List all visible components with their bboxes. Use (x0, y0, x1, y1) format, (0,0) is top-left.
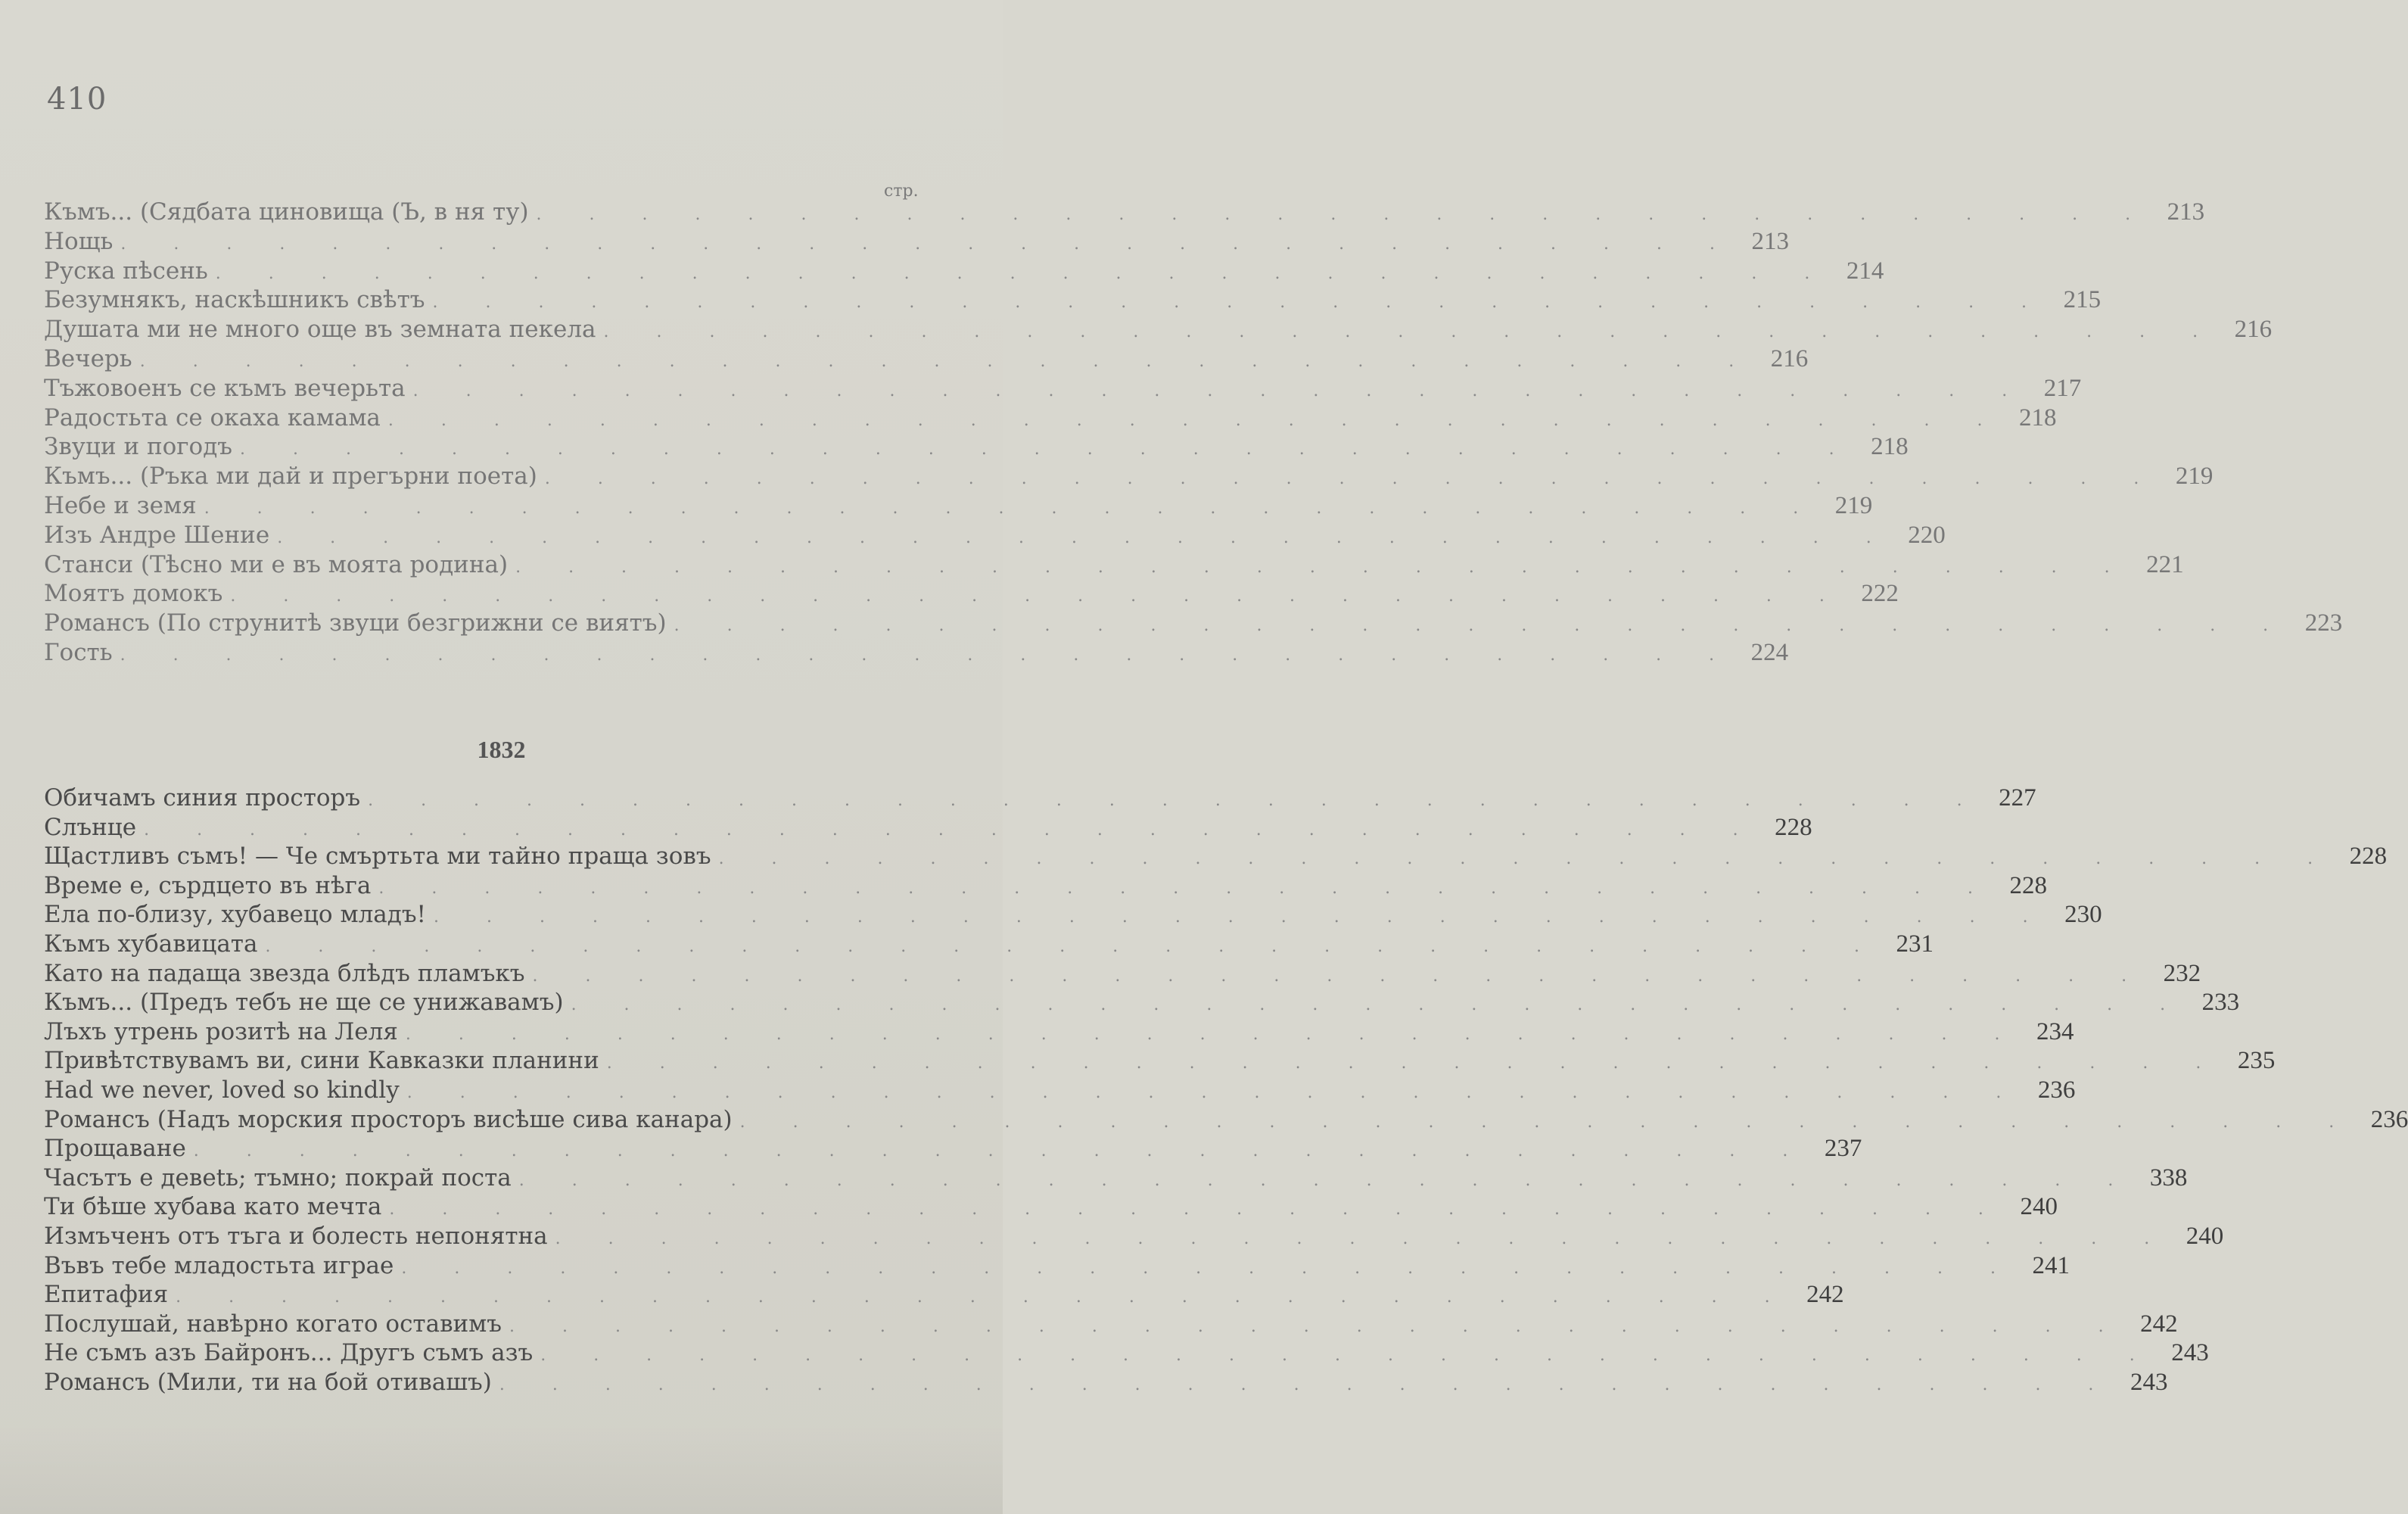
toc-entry-title: Време е, сърдцето въ нѣга (44, 871, 372, 899)
toc-entry-page: 234 (2036, 1017, 2074, 1045)
toc-entry (44, 609, 2343, 639)
toc-entry-title: Романсъ (По струнитѣ звуци безгрижни се виятъ) (44, 609, 667, 637)
toc-entry-page: 228 (2349, 843, 2388, 871)
toc-entry (44, 1368, 2168, 1398)
toc-entry (44, 1281, 1844, 1310)
toc-entry (44, 1135, 1862, 1164)
toc-entry-page: 240 (2186, 1222, 2224, 1250)
toc-entry-title: Прощаване (44, 1135, 186, 1163)
toc-leader-dots: . . . . . . . . . . . . . . . . . . . . . . . . . . . . . . . (544, 469, 2161, 489)
toc-entry-title: Епитафия (44, 1281, 169, 1309)
toc-entry-page: 221 (2146, 550, 2184, 578)
toc-entry-title: Станси (Тѣсно ми е въ моята родина) (44, 550, 509, 578)
toc-entry-title: Ела по-близу, хубавецо младъ! (44, 901, 427, 929)
toc-leader-dots: . . . . . . . . . . . . . . . . . . . . . . . . . . . . . . . (606, 1054, 2223, 1073)
toc-entry-title: Руска пѣсень (44, 257, 208, 285)
toc-leader-dots: . . . . . . . . . . . . . . . . . . . . . . . . . . . . . . . (120, 645, 1736, 665)
toc-entry (44, 374, 2082, 404)
toc-entry (44, 550, 2184, 581)
toc-entry-title: Часътъ е девеtь; тъмно; покрай поста (44, 1164, 512, 1192)
toc-entry-title: Слънце (44, 813, 137, 841)
toc-leader-dots: . . . . . . . . . . . . . . . . . . . . . . . . . . . . . . . (499, 1375, 2115, 1394)
toc-entry-page: 216 (2234, 316, 2273, 344)
toc-entry-page: 338 (2149, 1164, 2188, 1192)
toc-entry-page: 218 (2019, 403, 2057, 431)
toc-leader-dots: . . . . . . . . . . . . . . . . . . . . . . . . . . . . . . . (144, 820, 1759, 840)
toc-entry (44, 316, 2273, 345)
toc-entry-page: 227 (1999, 784, 2036, 812)
toc-entry (44, 580, 1899, 609)
toc-entry-page: 242 (2140, 1310, 2178, 1338)
toc-leader-dots: . . . . . . . . . . . . . . . . . . . . . . . . . . . . . . . (515, 557, 2131, 577)
toc-leader-dots: . . . . . . . . . . . . . . . . . . . . . . . . . . . . . . . (603, 322, 2220, 342)
toc-entry-page: 219 (2175, 463, 2214, 491)
toc-leader-dots: . . . . . . . . . . . . . . . . . . . . . . . . . . . . . . . (378, 878, 1995, 898)
toc-entry (44, 433, 1909, 463)
toc-entry (44, 989, 2240, 1018)
toc-entry (44, 1222, 2224, 1252)
toc-entry (44, 403, 2057, 434)
toc-leader-dots: . . . . . . . . . . . . . . . . . . . . . . . . . . . . . . . (389, 1200, 2005, 1220)
toc-entry (44, 1251, 2070, 1282)
toc-leader-dots: . . . . . . . . . . . . . . . . . . . . . . . . . . . . . . . (204, 498, 1820, 518)
toc-leader-dots: . . . . . . . . . . . . . . . . . . . . . . . . . . . . . . . (674, 616, 2290, 636)
toc-entry-page: 242 (1806, 1281, 1844, 1309)
toc-entry-page: 233 (2201, 989, 2240, 1017)
toc-entry-page: 219 (1834, 491, 1873, 519)
toc-entry-page: 243 (2130, 1368, 2168, 1396)
toc-entry-title: Душата ми не много още въ земната пекела (44, 316, 596, 344)
toc-leader-dots: . . . . . . . . . . . . . . . . . . . . . . . . . . . . . . . (387, 410, 2004, 430)
toc-entry-page: 236 (2037, 1076, 2076, 1104)
toc-entry-title: Не съмъ азъ Байронъ... Другъ съмъ азъ (44, 1339, 534, 1367)
toc-entry-title: Радостьта се окаха камама (44, 403, 381, 431)
toc-entry-title: Had we never, loved so kindly (44, 1076, 400, 1104)
toc-entry (44, 1193, 2058, 1223)
toc-leader-dots: . . . . . . . . . . . . . . . . . . . . . . . . . . . . . . . (571, 995, 2187, 1015)
toc-entry-page: 222 (1861, 580, 1899, 608)
toc-leader-dots: . . . . . . . . . . . . . . . . . . . . . . . . . . . . . . . (406, 1083, 2023, 1102)
toc-entry-page: 230 (2064, 901, 2102, 929)
toc-entry-page: 217 (2043, 374, 2082, 402)
toc-leader-dots: . . . . . . . . . . . . . . . . . . . . . . . . . . . . . . . (120, 234, 1736, 254)
toc-entry-title: Небе и земя (44, 491, 197, 519)
toc-entry-page: 232 (2163, 959, 2201, 987)
toc-leader-dots: . . . . . . . . . . . . . . . . . . . . . . . . . . . . . . . (518, 1170, 2135, 1190)
page-number: 410 (47, 82, 107, 117)
toc-entry-page: 235 (2237, 1047, 2276, 1075)
toc-entry (44, 871, 2048, 902)
toc-leader-dots: . . . . . . . . . . . . . . . . . . . . . . . . . . . . . . . (536, 205, 2152, 224)
toc-entry-title: Къмъ... (Предъ тебъ не ще се унижавамъ) (44, 989, 564, 1017)
toc-entry-title: Послушай, навѣрно когато оставимъ (44, 1310, 502, 1338)
toc-leader-dots: . . . . . . . . . . . . . . . . . . . . . . . . . . . . . . . (401, 1258, 2017, 1278)
toc-entry-title: Безумнякъ, наскѣшникъ свѣтъ (44, 286, 425, 314)
toc-entry-title: Романсъ (Надъ морския просторъ висѣше сива канара) (44, 1105, 733, 1133)
toc-leader-dots: . . . . . . . . . . . . . . . . . . . . . . . . . . . . . . . (368, 791, 1983, 810)
toc-entry-title: Тъжовоенъ се къмъ вечерьта (44, 374, 406, 402)
toc-entry (44, 491, 1873, 522)
toc-entry (44, 1339, 2209, 1369)
toc-entry (44, 286, 2102, 316)
toc-entry-title: Гость (44, 638, 113, 666)
toc-entry-title: Въвъ тебе младостьта играе (44, 1251, 394, 1279)
toc-entry-title: Звуци и погодъ (44, 433, 233, 461)
toc-leader-dots: . . . . . . . . . . . . . . . . . . . . . . . . . . . . . . . (739, 1112, 2356, 1132)
toc-entry-title: Вечерь (44, 344, 132, 372)
toc-leader-dots: . . . . . . . . . . . . . . . . . . . . . . . . . . . . . . . (215, 263, 1831, 283)
toc-entry-page: 223 (2304, 609, 2343, 637)
toc-entry (44, 1076, 2076, 1106)
toc-entry-title: Измъченъ отъ тъга и болесть непонятна (44, 1222, 548, 1250)
year-heading: 1832 (477, 736, 526, 763)
toc-entry-title: Къмъ хубавицата (44, 930, 258, 958)
toc-entry-page: 213 (2167, 198, 2205, 226)
toc-entry (44, 901, 2102, 930)
toc-entry-page: 240 (2020, 1193, 2058, 1221)
toc-entry-title: Къмъ... (Сядбата циновища (Ъ, в ня ту) (44, 198, 529, 226)
toc-leader-dots: . . . . . . . . . . . . . . . . . . . . . . . . . . . . . . . (176, 1288, 1791, 1307)
toc-entry-page: 241 (2032, 1251, 2070, 1279)
toc-section-1 (44, 198, 2343, 668)
toc-entry (44, 813, 1812, 843)
toc-entry-title: Нощь (44, 227, 114, 255)
toc-entry (44, 1310, 2178, 1340)
toc-leader-dots: . . . . . . . . . . . . . . . . . . . . . . . . . . . . . . . (432, 293, 2049, 313)
toc-leader-dots: . . . . . . . . . . . . . . . . . . . . . . . . . . . . . . . (718, 849, 2335, 869)
toc-entry-title: Ти бѣше хубава като мечта (44, 1193, 382, 1221)
toc-entry (44, 257, 1884, 287)
toc-entry-title: Като на падаща звезда блѣдъ пламъкъ (44, 959, 525, 987)
toc-entry (44, 344, 1809, 375)
toc-entry-page: 243 (2171, 1339, 2209, 1367)
toc-entry (44, 1017, 2074, 1048)
toc-leader-dots: . . . . . . . . . . . . . . . . . . . . . . . . . . . . . . . (405, 1024, 2021, 1044)
toc-entry-page: 215 (2063, 286, 2102, 314)
toc-entry-page: 216 (1770, 344, 1809, 372)
toc-entry (44, 463, 2214, 492)
page-column-label: стр. (884, 182, 919, 201)
toc-entry-title: Изъ Андре Шение (44, 521, 270, 549)
toc-leader-dots: . . . . . . . . . . . . . . . . . . . . . . . . . . . . . . . (532, 966, 2148, 986)
toc-entry-page: 231 (1896, 930, 1934, 958)
toc-leader-dots: . . . . . . . . . . . . . . . . . . . . . . . . . . . . . . . (265, 936, 1881, 956)
toc-leader-dots: . . . . . . . . . . . . . . . . . . . . . . . . . . . . . . . (193, 1142, 1809, 1161)
toc-entry-page: 213 (1751, 227, 1789, 255)
toc-entry (44, 227, 1789, 257)
toc-entry-title: Къмъ... (Ръка ми дай и прегърни поета) (44, 463, 537, 491)
toc-entry-page: 214 (1846, 257, 1884, 285)
toc-entry-title: Щастливъ съмъ! — Че смъртьта ми тайно праща зовъ (44, 843, 711, 871)
toc-leader-dots: . . . . . . . . . . . . . . . . . . . . . . . . . . . . . . . (509, 1316, 2125, 1336)
toc-entry (44, 1105, 2408, 1136)
toc-entry (44, 784, 2036, 814)
toc-entry-title: Обичамъ синия просторъ (44, 784, 361, 812)
toc-entry (44, 930, 1934, 960)
toc-entry-page: 236 (2370, 1105, 2408, 1133)
toc-entry (44, 959, 2201, 989)
toc-leader-dots: . . . . . . . . . . . . . . . . . . . . . . . . . . . . . . . (434, 908, 2049, 927)
toc-entry-title: Романсъ (Мили, ти на бой отивашъ) (44, 1368, 492, 1396)
toc-entry-page: 228 (1775, 813, 1812, 841)
toc-leader-dots: . . . . . . . . . . . . . . . . . . . . . . . . . . . . . . . (540, 1346, 2156, 1366)
toc-entry-title: Лъхъ утрень розитѣ на Леля (44, 1017, 398, 1045)
toc-leader-dots: . . . . . . . . . . . . . . . . . . . . . . . . . . . . . . . (555, 1229, 2171, 1248)
toc-entry (44, 198, 2205, 228)
toc-entry-page: 224 (1750, 638, 1789, 666)
toc-entry-page: 228 (2009, 871, 2048, 899)
toc-entry (44, 1164, 2188, 1194)
toc-entry-title: Моятъ домокъ (44, 580, 223, 608)
toc-entry-page: 220 (1908, 521, 1946, 549)
toc-entry-page: 218 (1871, 433, 1909, 461)
toc-entry (44, 521, 1946, 551)
toc-leader-dots: . . . . . . . . . . . . . . . . . . . . . . . . . . . . . . . (139, 351, 1756, 371)
toc-entry (44, 843, 2388, 872)
toc-leader-dots: . . . . . . . . . . . . . . . . . . . . . . . . . . . . . . . (240, 440, 1856, 459)
toc-entry (44, 1047, 2276, 1076)
toc-entry-title: Привѣтствувамъ ви, сини Кавказки планини (44, 1047, 599, 1075)
toc-leader-dots: . . . . . . . . . . . . . . . . . . . . . . . . . . . . . . . (230, 587, 1846, 606)
toc-entry-page: 237 (1824, 1135, 1862, 1163)
toc-section-2 (44, 784, 2408, 1397)
page-shadow (0, 1423, 1003, 1514)
toc-leader-dots: . . . . . . . . . . . . . . . . . . . . . . . . . . . . . . . (412, 381, 2029, 400)
toc-entry (44, 638, 1789, 668)
toc-leader-dots: . . . . . . . . . . . . . . . . . . . . . . . . . . . . . . . (277, 528, 1893, 547)
